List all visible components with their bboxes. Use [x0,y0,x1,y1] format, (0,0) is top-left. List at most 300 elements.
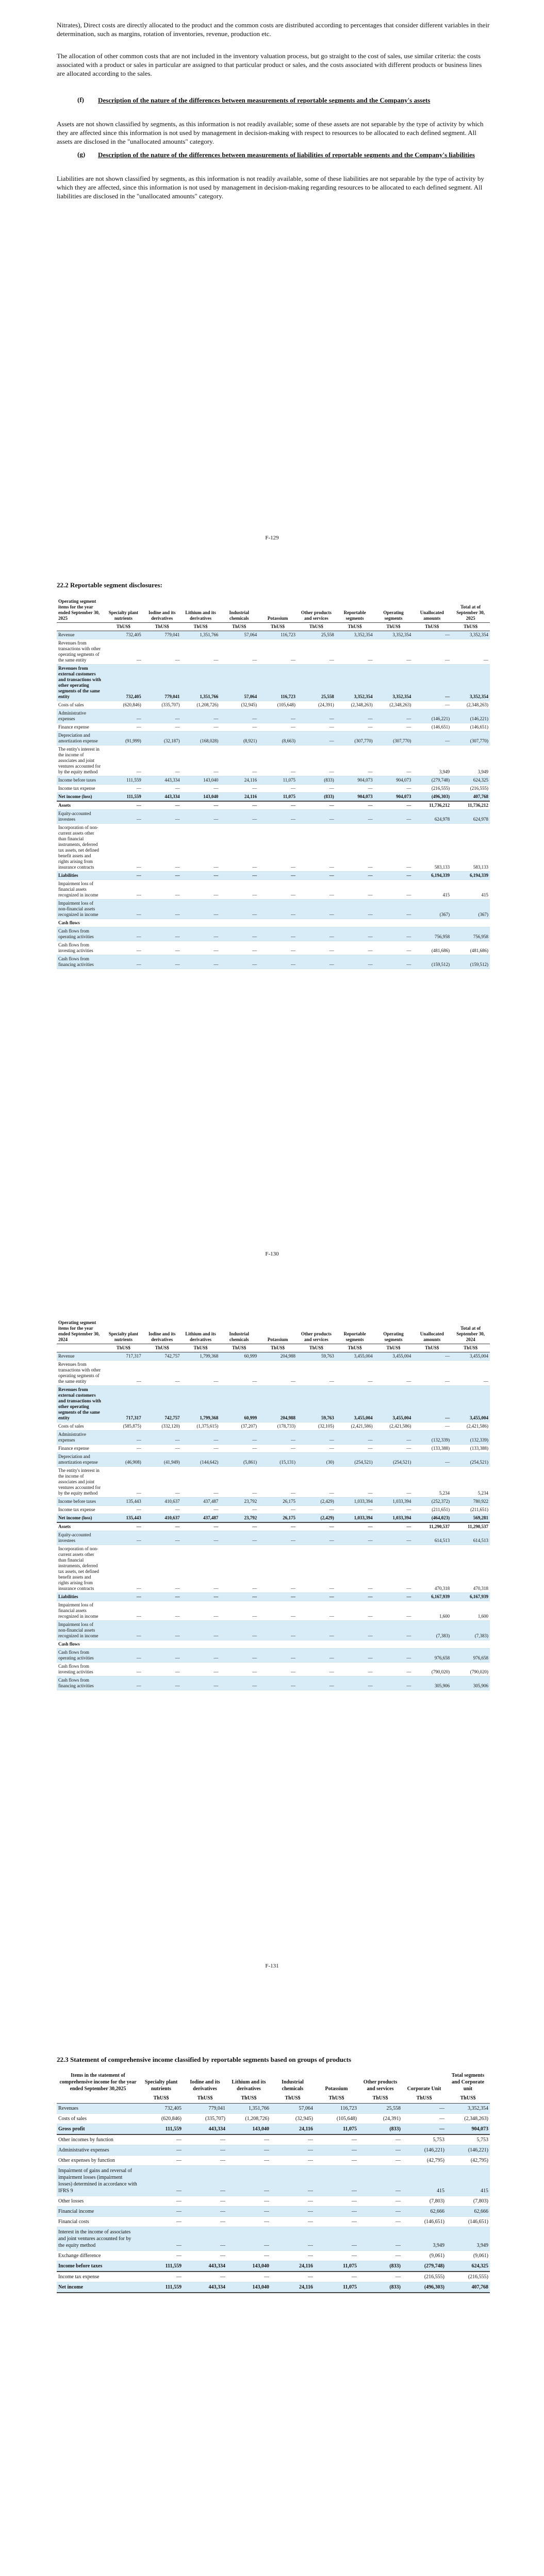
value-cell: — [297,785,336,793]
value-cell: — [139,2227,183,2251]
value-cell: 204,988 [258,1352,297,1361]
column-header: Other products and services [363,2079,398,2092]
value-cell: — [104,1663,143,1676]
value-cell: 624,978 [413,810,451,824]
value-cell: (7,383) [413,1621,451,1640]
value-cell: — [182,1445,220,1453]
value-cell [297,1640,336,1649]
row-label: Impairment loss of financial assets recognized in income [57,880,104,900]
value-cell: — [143,1649,182,1663]
column-header: Potassium [267,616,288,621]
value-cell: — [271,2134,315,2145]
value-cell: 976,658 [413,1649,451,1663]
value-cell: — [104,1522,143,1531]
value-cell: 732,405 [104,665,143,701]
table-row [57,2124,490,2135]
value-cell: 415 [446,2166,490,2196]
value-cell: 779,041 [143,631,182,639]
value-cell: — [297,1522,336,1531]
value-cell: (1,208,726) [227,2114,271,2124]
table-row [57,801,490,810]
value-cell: 3,352,354 [336,631,374,639]
value-cell: — [104,723,143,732]
value-cell: — [374,927,413,941]
section-title: 22.3 Statement of comprehensive income classified by reportable segments based on groups of products [57,2056,352,2063]
value-cell: (216,555) [413,785,451,793]
value-cell: 3,455,004 [336,1352,374,1361]
table-row [57,1621,490,1640]
value-cell: — [143,745,182,776]
value-cell: 904,073 [336,793,374,802]
value-cell: — [297,1445,336,1453]
value-cell: — [315,2166,358,2196]
value-cell [297,919,336,927]
value-cell: 135,443 [104,1498,143,1506]
value-cell: (833) [358,2124,402,2135]
value-cell: (833) [358,2282,402,2293]
value-cell: — [336,1506,374,1514]
table-row [57,1445,490,1453]
value-cell [374,919,413,927]
value-cell: — [143,709,182,723]
value-cell: (496,303) [413,793,451,802]
table-row [57,1522,490,1531]
value-cell: — [143,927,182,941]
page-f131 [0,1298,544,2009]
row-label: The entity's interest in the income of associates and joint ventures accounted for by the equity method [57,745,104,776]
unit-cell: ThUS$ [143,623,182,631]
value-cell: 11,736,212 [451,801,490,810]
row-label: Net income (loss) [57,1514,104,1523]
value-cell [451,1640,490,1649]
value-cell: — [374,1593,413,1601]
value-cell: (146,221) [451,709,490,723]
value-cell [182,919,220,927]
value-cell: — [374,723,413,732]
value-cell: — [258,955,297,969]
value-cell: (2,348,263) [446,2114,490,2124]
value-cell: — [374,824,413,872]
value-cell: — [358,2272,402,2282]
value-cell: — [336,955,374,969]
value-cell: — [297,927,336,941]
column-header: Reportable segments [343,1331,366,1342]
table-row [57,2104,490,2114]
table-row [57,709,490,723]
table-row [57,1601,490,1621]
value-cell: 204,988 [258,1386,297,1422]
table-row [57,1514,490,1523]
value-cell: 624,325 [446,2261,490,2272]
value-cell: 717,317 [104,1386,143,1422]
value-cell: — [297,810,336,824]
value-cell: (9,061) [446,2251,490,2261]
value-cell: — [104,1467,143,1498]
page-number: F-129 [265,535,279,541]
value-cell: — [183,2227,227,2251]
value-cell: — [182,745,220,776]
value-cell [182,1640,220,1649]
table-row [57,2261,490,2272]
value-cell: 116,723 [258,631,297,639]
value-cell: — [336,810,374,824]
value-cell: 6,194,339 [451,872,490,880]
value-cell: 470,318 [413,1545,451,1593]
value-cell: — [271,2166,315,2196]
value-cell: — [374,745,413,776]
value-cell: 415 [402,2166,446,2196]
value-cell: 6,167,939 [413,1593,451,1601]
value-cell: (168,028) [182,732,220,745]
value-cell: — [374,955,413,969]
row-label: Income before taxes [57,2261,139,2272]
value-cell: — [182,1531,220,1545]
value-cell: — [220,1593,258,1601]
column-header: Lithium and its derivatives [185,1331,216,1342]
value-cell: — [297,955,336,969]
subsection-g-title: Description of the nature of the differences between measurements of liabilities of reportable segments and the Company's liabilities [98,151,475,159]
value-cell: — [183,2196,227,2207]
value-cell: 3,455,004 [374,1352,413,1361]
column-header: Lithium and its derivatives [185,610,216,621]
value-cell: 1,351,766 [182,665,220,701]
value-cell: — [297,880,336,900]
value-cell: 407,768 [451,793,490,802]
value-cell: — [104,1506,143,1514]
column-header: Reportable segments [343,610,366,621]
value-cell: — [258,872,297,880]
value-cell: — [104,1545,143,1593]
value-cell: — [258,1506,297,1514]
value-cell: (2,421,586) [374,1422,413,1431]
value-cell: — [336,927,374,941]
table-row [57,2196,490,2207]
value-cell: (620,846) [104,701,143,709]
value-cell: — [143,1621,182,1640]
row-label: Impairment loss of non-financial assets recognized in income [57,900,104,919]
value-cell: — [220,709,258,723]
value-cell: 60,999 [220,1386,258,1422]
value-cell: — [143,1593,182,1601]
column-header: Unallocated amounts [420,1331,444,1342]
value-cell: — [271,2145,315,2156]
row-label: Incorporation of non-current assets other than financial instruments, deferred tax assets, net defined benefit assets and rights arising from insurance contracts [57,1545,104,1593]
value-cell: — [271,2196,315,2207]
table-row [57,2114,490,2124]
value-cell: 779,041 [183,2104,227,2114]
value-cell: (7,803) [402,2196,446,2207]
row-label: Exchange difference [57,2251,139,2261]
table-row [57,1545,490,1593]
value-cell: — [258,1663,297,1676]
value-cell: (307,770) [451,732,490,745]
value-cell: — [104,927,143,941]
value-cell: — [227,2196,271,2207]
value-cell: (41,949) [143,1453,182,1467]
value-cell: (8,921) [220,732,258,745]
value-cell: (146,221) [446,2145,490,2156]
table-row [57,793,490,802]
value-cell: (307,770) [374,732,413,745]
table-row [57,2134,490,2145]
value-cell: — [336,1649,374,1663]
value-cell: 11,075 [315,2282,358,2293]
value-cell: (146,651) [402,2217,446,2227]
column-header: Total at of September 30, 2024 [456,1326,485,1342]
value-cell: — [315,2251,358,2261]
value-cell: — [271,2156,315,2166]
unit-cell: ThUS$ [446,2093,490,2104]
value-cell: — [104,745,143,776]
value-cell: — [139,2251,183,2261]
value-cell: — [182,1545,220,1593]
table-row [57,631,490,639]
value-cell: — [374,785,413,793]
value-cell: 443,334 [183,2282,227,2293]
value-cell: (367) [451,900,490,919]
value-cell: — [258,709,297,723]
value-cell: 111,559 [139,2261,183,2272]
value-cell: — [358,2134,402,2145]
value-cell: — [297,1431,336,1445]
value-cell: — [182,941,220,955]
value-cell: — [297,1467,336,1498]
value-cell: 116,723 [315,2104,358,2114]
value-cell: — [104,900,143,919]
table-header-row [57,2071,490,2093]
column-header: Unallocated amounts [420,610,444,621]
value-cell: — [336,941,374,955]
value-cell: — [374,1522,413,1531]
value-cell: — [258,927,297,941]
table-row [57,1640,490,1649]
value-cell: — [182,1361,220,1386]
row-label: Income before taxes [57,776,104,785]
row-label: Cash flows [57,1640,104,1649]
page-f132 [0,2040,544,2576]
segment-table-2025 [57,598,490,969]
column-header: Specialty plant nutrients [108,1331,139,1342]
value-cell: — [374,941,413,955]
value-cell: 305,906 [413,1676,451,1690]
page-number: F-130 [265,1251,279,1257]
value-cell: — [104,810,143,824]
value-cell: (307,770) [336,732,374,745]
unit-cell: ThUS$ [451,623,490,631]
row-label: Cash flows from operating activities [57,1649,104,1663]
value-cell: — [139,2166,183,2196]
row-label: Other incomes by function [57,2134,139,2145]
value-cell: — [336,1445,374,1453]
value-cell: 11,736,212 [413,801,451,810]
value-cell: — [143,801,182,810]
value-cell: — [297,872,336,880]
value-cell: — [139,2145,183,2156]
value-cell: — [182,1663,220,1676]
value-cell: — [374,1361,413,1386]
value-cell: — [143,1467,182,1498]
value-cell: 60,999 [220,1352,258,1361]
value-cell: 583,133 [451,824,490,872]
value-cell: — [402,2114,446,2124]
value-cell: — [374,709,413,723]
value-cell: — [183,2207,227,2217]
value-cell: 904,073 [374,776,413,785]
subsection-f-title: Description of the nature of the differences between measurements of reportable segments and the Company's assets [98,96,431,104]
value-cell: — [374,639,413,665]
value-cell: — [143,1522,182,1531]
column-header: Total segments and Corporate unit [451,2073,485,2092]
unit-cell: ThUS$ [402,2093,446,2104]
value-cell: 614,513 [413,1531,451,1545]
value-cell: — [315,2156,358,2166]
value-cell: — [374,1506,413,1514]
row-label: Cash flows [57,919,104,927]
table-row [57,919,490,927]
value-cell: — [182,1601,220,1621]
value-cell: — [104,1601,143,1621]
value-cell: (216,555) [402,2272,446,2282]
value-cell: — [104,1361,143,1386]
value-cell: — [258,1445,297,1453]
value-cell: — [220,872,258,880]
value-cell: 3,455,004 [336,1386,374,1422]
table-units-row [57,1344,490,1352]
value-cell: — [104,1621,143,1640]
value-cell: — [104,872,143,880]
value-cell: 143,040 [182,776,220,785]
table-row [57,665,490,701]
value-cell: 624,325 [451,776,490,785]
table-row [57,1422,490,1431]
value-cell: (105,648) [258,701,297,709]
row-label: Equity-accounted investees [57,810,104,824]
value-cell: — [271,2251,315,2261]
value-cell: — [413,639,451,665]
table-row [57,955,490,969]
value-cell: 5,753 [446,2134,490,2145]
unit-cell: ThUS$ [297,1344,336,1352]
subsection-g-label: (g) [77,150,86,158]
value-cell: — [271,2227,315,2251]
value-cell: — [374,1649,413,1663]
row-label: Liabilities [57,1593,104,1601]
value-cell [143,919,182,927]
row-label: Impairment of gains and reversal of impairment losses (impairment losses) determined in accordance with IFRS 9 [57,2166,139,2196]
row-label: Revenue [57,1352,104,1361]
value-cell: — [271,2207,315,2217]
value-cell: — [104,709,143,723]
value-cell: 59,763 [297,1386,336,1422]
row-label: Financial income [57,2207,139,2217]
row-label: The entity's interest in the income of associates and joint ventures accounted for by the equity method [57,1467,104,1498]
value-cell: (7,383) [451,1621,490,1640]
value-cell: 143,040 [227,2124,271,2135]
value-cell: — [143,900,182,919]
value-cell: 1,033,394 [336,1498,374,1506]
value-cell: — [336,1663,374,1676]
value-cell: (37,207) [220,1422,258,1431]
value-cell [104,1640,143,1649]
table-units-row [57,623,490,631]
column-header: Operating segments [383,610,404,621]
row-label: Cash flows from operating activities [57,927,104,941]
value-cell: 24,116 [271,2282,315,2293]
value-cell: (2,348,263) [336,701,374,709]
value-cell: — [104,1531,143,1545]
value-cell: 437,487 [182,1514,220,1523]
value-cell: — [315,2207,358,2217]
value-cell: — [258,801,297,810]
value-cell: 3,352,354 [451,665,490,701]
value-cell: — [297,1649,336,1663]
value-cell: — [104,955,143,969]
row-label: Assets [57,1522,104,1531]
unit-cell: ThUS$ [258,1344,297,1352]
row-label: Costs of sales [57,701,104,709]
value-cell: (32,187) [143,732,182,745]
row-label: Cash flows from financing activities [57,955,104,969]
value-cell: — [227,2207,271,2217]
row-label: Net income (loss) [57,793,104,802]
unit-cell: ThUS$ [336,1344,374,1352]
value-cell: — [358,2217,402,2227]
table-row [57,2251,490,2261]
row-label: Cash flows from investing activities [57,1663,104,1676]
value-cell: (2,348,263) [374,701,413,709]
table-row [57,872,490,880]
value-cell: — [413,732,451,745]
value-cell: — [315,2134,358,2145]
value-cell: 732,405 [139,2104,183,2114]
value-cell: — [297,1545,336,1593]
value-cell: — [227,2134,271,2145]
intro-paragraph-2: The allocation of other common costs that are not included in the inventory valuation process, but go straight to the cost of sales, use similar criteria: the costs associated with a product or sales in particular are assigned to that particular product or sales, and the costs associated with different products or business lines are allocated according to the sales. [57,52,482,77]
unit-cell: ThUS$ [315,2093,358,2104]
subsection-f-label: (f) [77,96,84,104]
value-cell [143,1640,182,1649]
value-cell: 3,352,354 [446,2104,490,2114]
value-cell: — [297,941,336,955]
value-cell: — [182,639,220,665]
value-cell: — [358,2145,402,2156]
value-cell: — [336,1467,374,1498]
value-cell: — [182,955,220,969]
value-cell: (216,555) [446,2272,490,2282]
value-cell: — [413,665,451,701]
value-cell: 116,723 [258,665,297,701]
value-cell [220,919,258,927]
value-cell: — [258,900,297,919]
corner-header: Operating segment items for the year ended September 30, 2024 [58,1320,100,1342]
value-cell: 583,133 [413,824,451,872]
value-cell: 57,064 [220,631,258,639]
value-cell: — [104,1431,143,1445]
value-cell [104,919,143,927]
value-cell: — [374,1445,413,1453]
value-cell: (833) [297,793,336,802]
value-cell: — [220,1361,258,1386]
value-cell: — [297,1663,336,1676]
value-cell: 3,352,354 [374,631,413,639]
value-cell: 717,317 [104,1352,143,1361]
value-cell: 756,958 [451,927,490,941]
value-cell: — [402,2104,446,2114]
value-cell: 24,116 [271,2124,315,2135]
column-header: Potassium [267,1337,288,1342]
row-label: Income before taxes [57,1498,104,1506]
value-cell: 111,559 [139,2282,183,2293]
